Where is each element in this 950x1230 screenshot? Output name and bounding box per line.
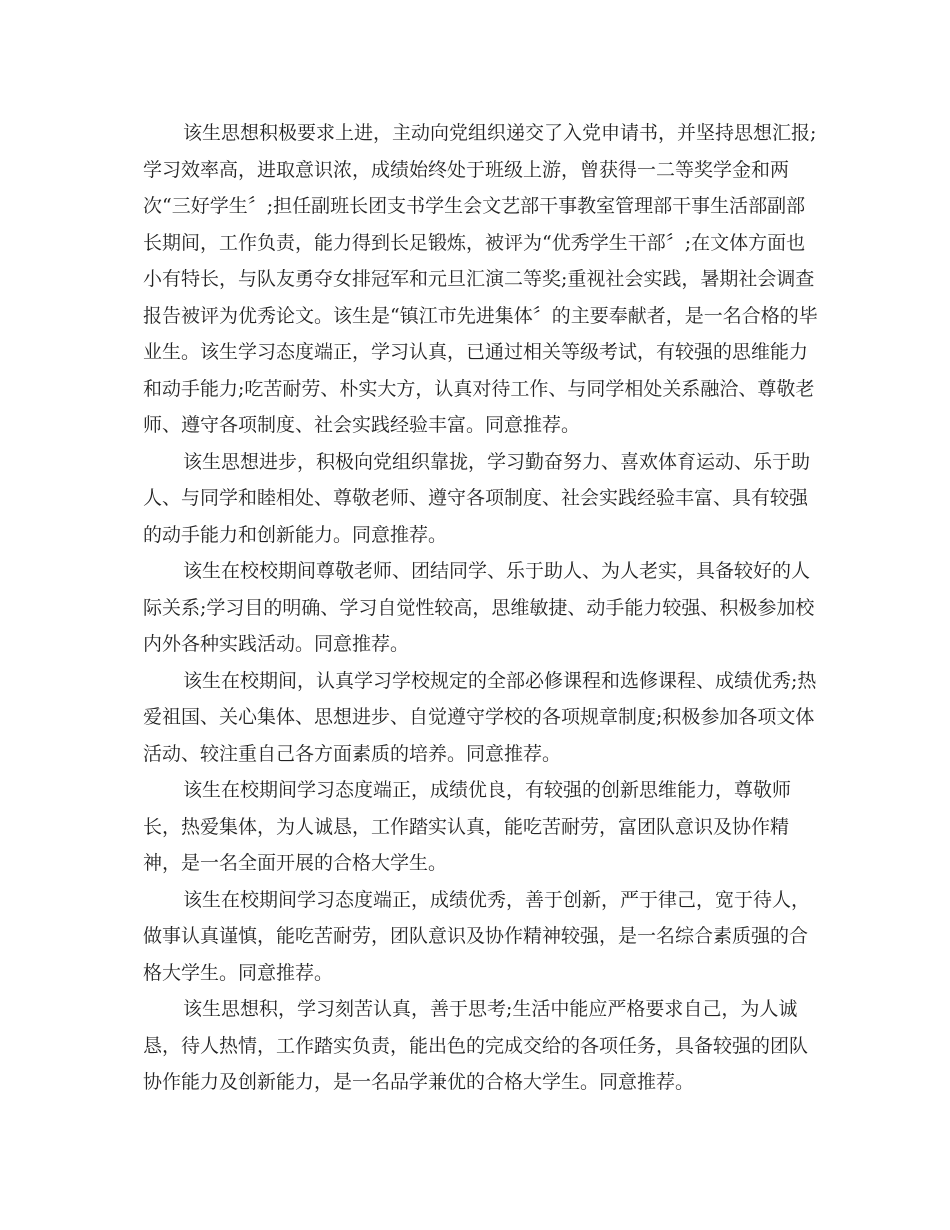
text-line: 该生思想积，学习刻苦认真，善于思考;生活中能应严格要求自己，为人诚 <box>183 998 798 1020</box>
text-line: 长，热爱集体，为人诚恳，工作踏实认真，能吃苦耐劳，富团队意识及协作精 <box>143 815 790 838</box>
text-line: 和动手能力;吃苦耐劳、朴实大方，认真对待工作、与同学相处关系融洽、尊敬老 <box>143 377 815 400</box>
text-line: 活动、较注重自己各方面素质的培养。同意推荐。 <box>143 742 562 765</box>
text-line: 做事认真谨慎，能吃苦耐劳，团队意识及协作精神较强，是一名综合素质强的合 <box>143 925 809 947</box>
text-line: 该生在校校期间尊敬老师、团结同学、乐于助人、为人老实，具备较好的人 <box>183 560 811 582</box>
text-line: 学习效率高，进取意识浓，成绩始终处于班级上游，曾获得一二等奖学金和两 <box>143 158 790 181</box>
text-line: 协作能力及创新能力，是一名品学兼优的合格大学生。同意推荐。 <box>143 1071 695 1093</box>
text-line: 师、遵守各项制度、社会实践经验丰富。同意推荐。 <box>143 414 581 436</box>
paragraph-4 <box>143 663 817 773</box>
text-line: 内外各种实践活动。同意推荐。 <box>143 633 410 655</box>
text-line: 格大学生。同意推荐。 <box>143 961 334 984</box>
paragraph-3 <box>143 553 815 663</box>
text-line: 该生在校期间，认真学习学校规定的全部必修课程和选修课程、成绩优秀;热 <box>183 669 817 692</box>
text-line: 该生在校期间学习态度端正，成绩优良，有较强的创新思维能力，尊敬师 <box>183 779 792 801</box>
paragraph-2 <box>143 444 810 554</box>
text-line: 长期间，工作负责，能力得到长足锻炼，被评为“优秀学生干部〞;在文体方面也 <box>143 231 806 254</box>
paragraph-7 <box>143 991 810 1101</box>
text-line: 的动手能力和创新能力。同意推荐。 <box>143 523 448 546</box>
text-line: 小有特长，与队友勇夺女排冠军和元旦汇演二等奖;重视社会实践，暑期社会调查 <box>143 268 815 290</box>
document-body <box>143 115 818 1101</box>
text-line: 该生在校期间学习态度端正，成绩优秀，善于创新，严于律己，宽于待人， <box>183 888 811 911</box>
text-line: 该生思想进步，积极向党组织靠拢，学习勤奋努力、喜欢体育运动、乐于助 <box>183 450 811 473</box>
text-line: 恳，待人热情，工作踏实负责，能出色的完成交给的各项任务，具备较强的团队 <box>143 1034 809 1057</box>
text-line: 报告被评为优秀论文。该生是“镇江市先进集体〞的主要奉献者，是一名合格的毕 <box>143 304 818 327</box>
text-line: 该生思想积极要求上进，主动向党组织递交了入党申请书，并坚持思想汇报; <box>183 122 817 144</box>
paragraph-5 <box>143 772 810 882</box>
paragraph-1 <box>143 115 818 444</box>
text-line: 神，是一名全面开展的合格大学生。 <box>143 852 448 874</box>
text-line: 业生。该生学习态度端正，学习认真，已通过相关等级考试，有较强的思维能力 <box>143 341 809 363</box>
paragraph-6 <box>143 882 810 992</box>
text-line: 次“三好学生〞;担任副班长团支书学生会文艺部干事教室管理部干事生活部副部 <box>143 195 806 217</box>
text-line: 际关系;学习目的明确、学习自觉性较高，思维敏捷、动手能力较强、积极参加校 <box>143 596 815 619</box>
text-line: 爱祖国、关心集体、思想进步、自觉遵守学校的各项规章制度;积极参加各项文体 <box>143 706 815 728</box>
text-line: 人、与同学和睦相处、尊敬老师、遵守各项制度、社会实践经验丰富、具有较强 <box>143 487 809 509</box>
